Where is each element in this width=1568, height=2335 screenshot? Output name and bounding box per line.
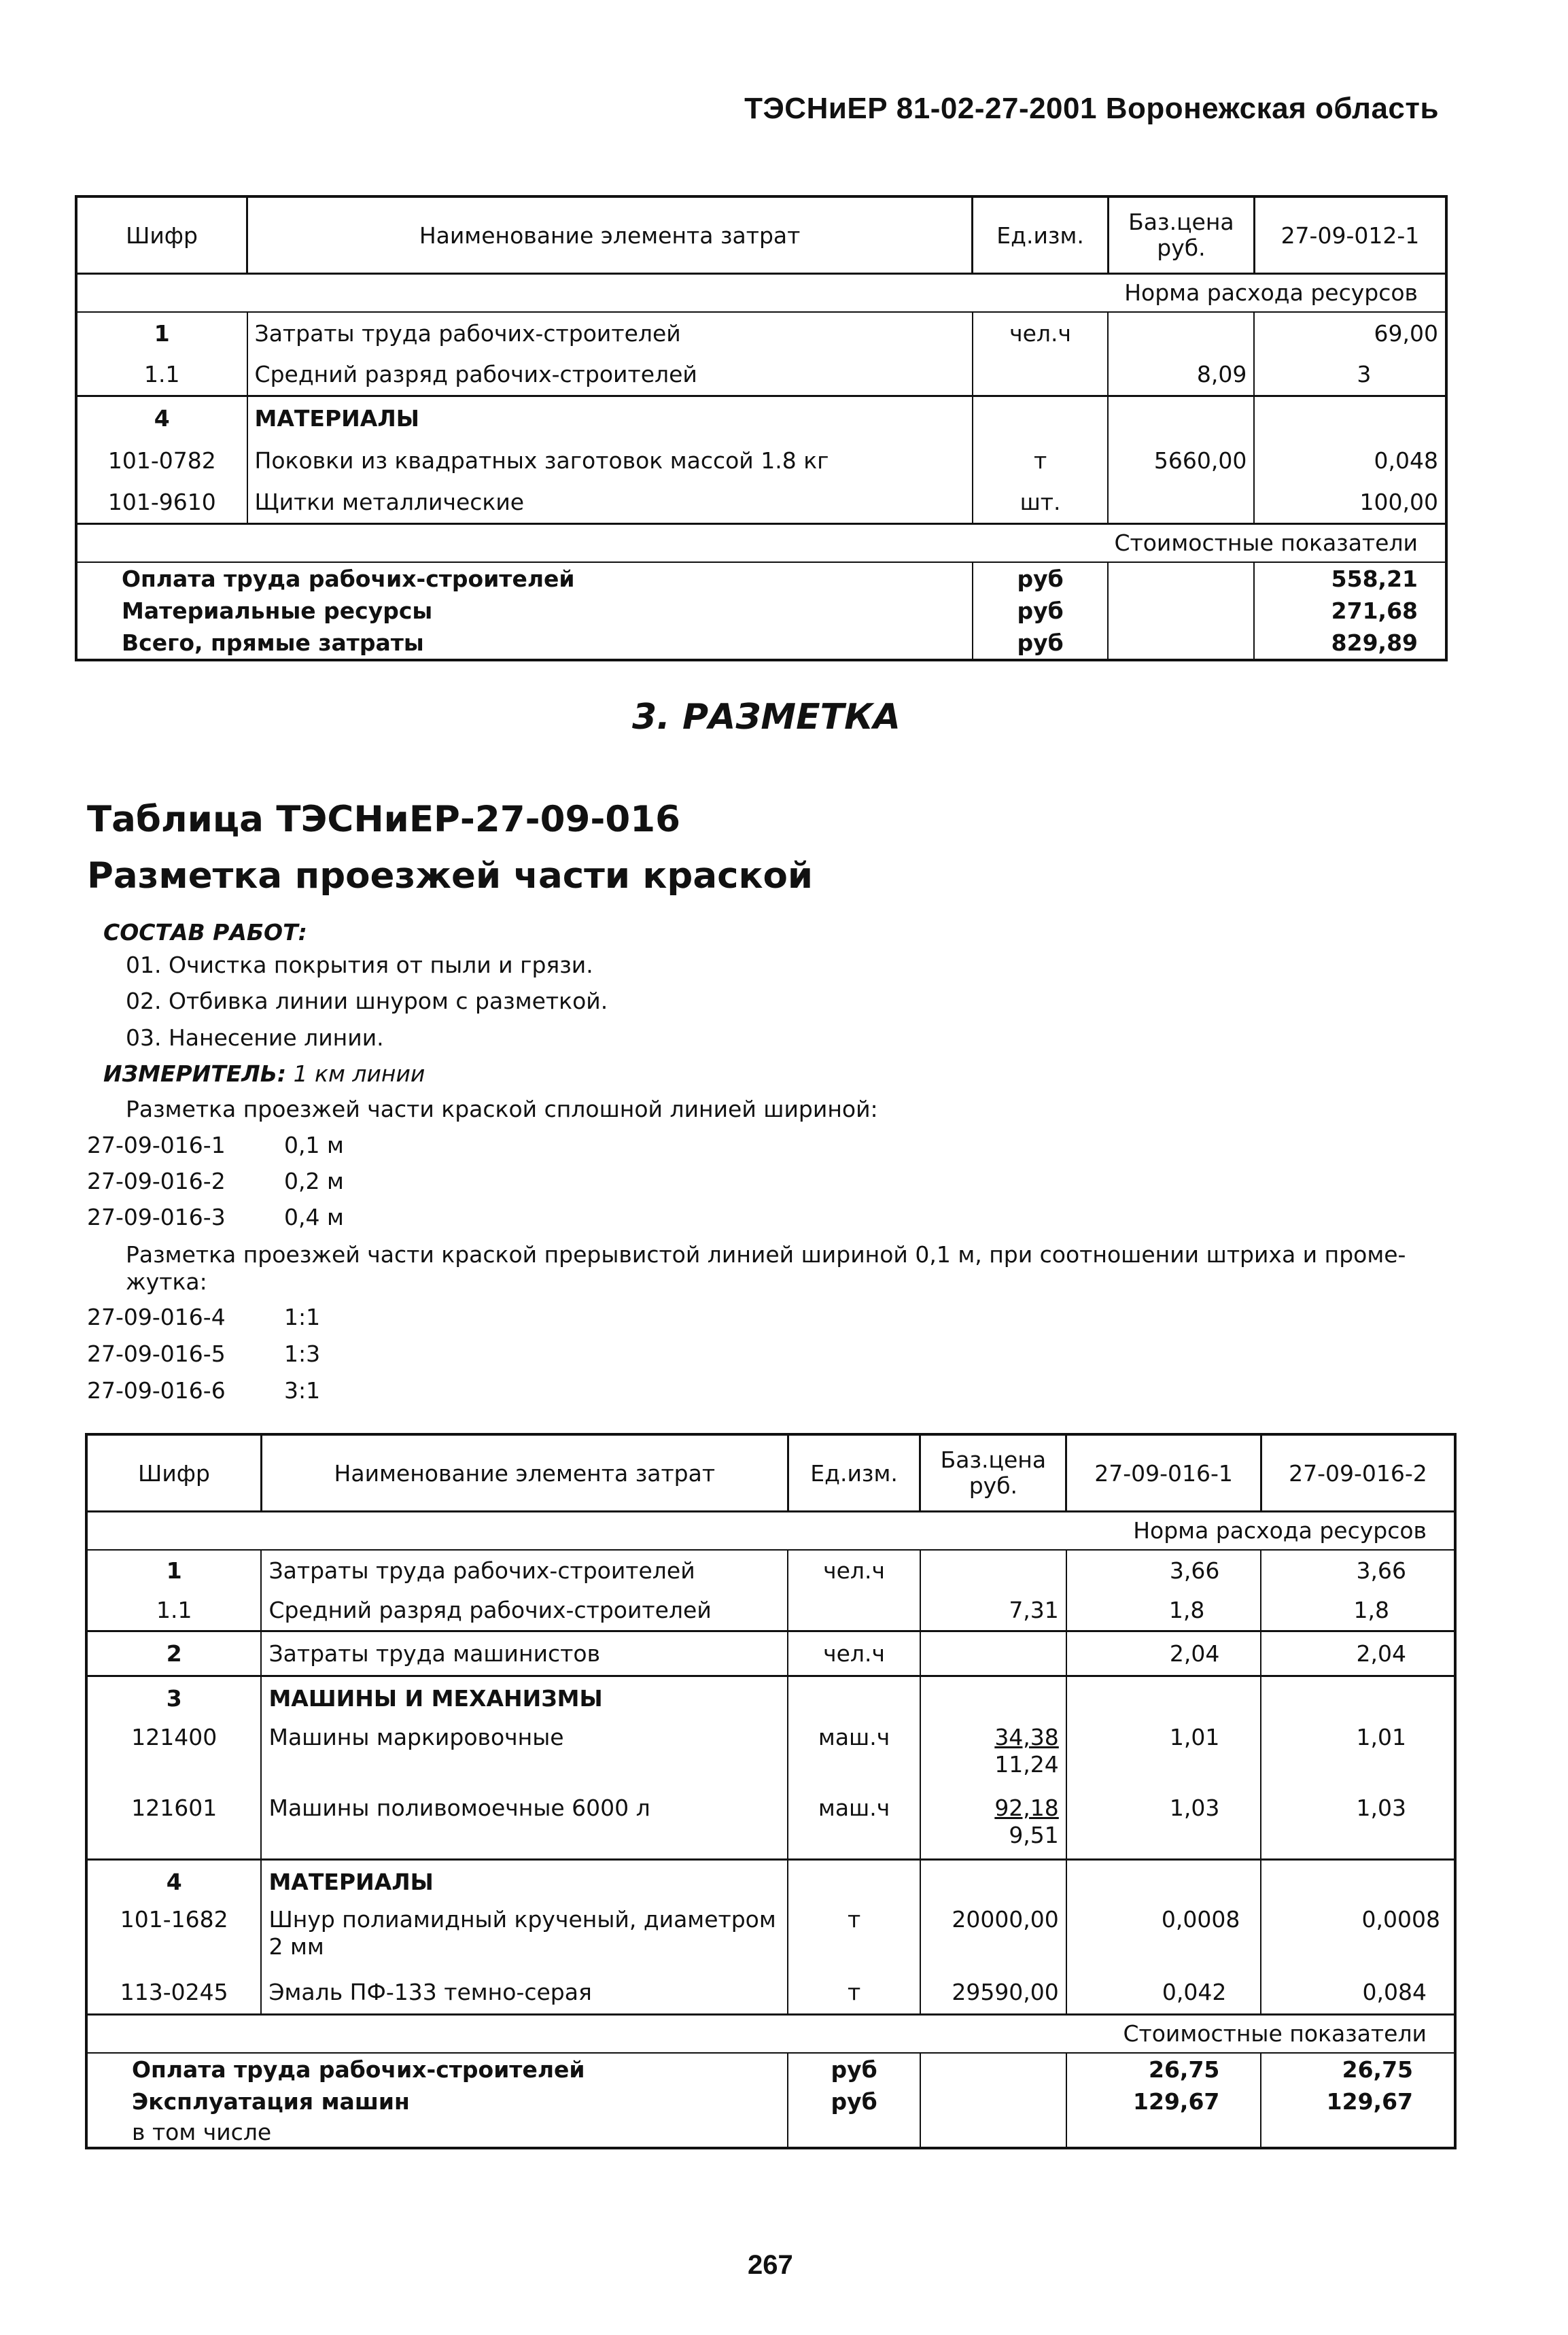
column-header: 27-09-016-2 [1261, 1434, 1455, 1512]
table-row [86, 1550, 1455, 1591]
cell-code: 4 [86, 1860, 261, 1903]
cell-unit: маш.ч [788, 1720, 920, 1792]
cost-unit: руб [973, 595, 1109, 627]
cell-unit: т [788, 1903, 920, 1971]
cell-name: Поковки из квадратных заготовок массой 1.8 кг [247, 440, 973, 482]
cost-value [1066, 2118, 1261, 2148]
cost-unit: руб [973, 562, 1109, 595]
cost-row [86, 2053, 1455, 2086]
cell-unit [788, 1676, 920, 1720]
cost-value: 26,75 [1066, 2053, 1261, 2086]
cell-value: 0,0008 [1261, 1903, 1455, 1971]
cost-name: Материальные ресурсы [122, 598, 433, 624]
table-row [86, 1631, 1455, 1676]
norm-title: Норма расхода ресурсов [76, 274, 1446, 312]
cell-unit: т [788, 1971, 920, 2015]
column-header: Баз.цена руб. [1108, 196, 1254, 274]
works-item: 02. Отбивка линии шнуром с разметкой. [126, 988, 608, 1014]
cell-unit: чел.ч [788, 1550, 920, 1591]
cell-value: 3 [1254, 354, 1446, 396]
cell-value: 0,084 [1261, 1971, 1455, 2015]
cost-price [920, 2053, 1066, 2086]
cost-unit: руб [788, 2086, 920, 2118]
cell-value [1261, 1860, 1455, 1903]
cost-price [1108, 595, 1254, 627]
table-row [86, 1591, 1455, 1631]
table-row [76, 482, 1446, 524]
column-header: Шифр [76, 196, 247, 274]
cell-name: Затраты труда рабочих-строителей [247, 312, 973, 354]
meter-value: 1 км линии [293, 1060, 425, 1087]
cost-value: 829,89 [1254, 627, 1446, 660]
cell-value: 1,03 [1066, 1792, 1261, 1860]
cost-title: Стоимостные показатели [76, 524, 1446, 562]
cell-unit [973, 354, 1109, 396]
column-header: Ед.изм. [973, 196, 1109, 274]
cell-value: 0,0008 [1066, 1903, 1261, 1971]
table-row [86, 1676, 1455, 1720]
meter-line [103, 1060, 425, 1087]
table-row [86, 1903, 1455, 1971]
cell-unit: шт. [973, 482, 1109, 524]
cost-title-row [86, 2015, 1455, 2053]
cell-price [920, 1860, 1066, 1903]
works-item: 03. Нанесение линии. [126, 1024, 384, 1051]
cell-price: 8,09 [1108, 354, 1254, 396]
cell-value: 2,04 [1066, 1631, 1261, 1676]
cell-value: 100,00 [1254, 482, 1446, 524]
cell-value: 3,66 [1261, 1550, 1455, 1591]
cell-price: 5660,00 [1108, 440, 1254, 482]
cost-name: Всего, прямые затраты [122, 629, 424, 656]
cost-value: 271,68 [1254, 595, 1446, 627]
cost-value: 26,75 [1261, 2053, 1455, 2086]
cell-name: Затраты труда машинистов [261, 1631, 788, 1676]
item-code: 27-09-016-3 [87, 1204, 226, 1230]
meter-label: ИЗМЕРИТЕЛЬ: [103, 1060, 287, 1087]
cost-title-row [76, 524, 1446, 562]
name-line: Шнур полиамидный крученый, диаметром [268, 1905, 776, 1933]
cell-value: 1,8 [1261, 1591, 1455, 1631]
resource-table-2 [85, 1433, 1457, 2149]
description: жутка: [126, 1268, 207, 1295]
works-title: СОСТАВ РАБОТ: [103, 919, 307, 946]
cost-unit [788, 2118, 920, 2148]
cost-price [1108, 627, 1254, 660]
item-value: 0,2 м [284, 1168, 344, 1194]
cell-value: 3,66 [1066, 1550, 1261, 1591]
cell-code: 101-1682 [86, 1903, 261, 1971]
cell-value [1254, 396, 1446, 440]
item-value: 0,1 м [284, 1132, 344, 1158]
cost-price [920, 2118, 1066, 2148]
cell-name: МАТЕРИАЛЫ [261, 1860, 788, 1903]
cost-value [1261, 2118, 1455, 2148]
cost-name: Оплата труда рабочих-строителей [122, 565, 575, 592]
cost-title: Стоимостные показатели [86, 2015, 1455, 2053]
cell-price [920, 1676, 1066, 1720]
cell-name: Щитки металлические [247, 482, 973, 524]
norm-title-row [86, 1512, 1455, 1550]
name-line: 2 мм [268, 1933, 324, 1960]
column-header: 27-09-016-1 [1066, 1434, 1261, 1512]
cost-name: Оплата труда рабочих-строителей [132, 2056, 585, 2083]
cost-price [1108, 562, 1254, 595]
cell-code: 1.1 [76, 354, 247, 396]
norm-title-row [76, 274, 1446, 312]
cell-value: 1,8 [1066, 1591, 1261, 1631]
cell-value: 69,00 [1254, 312, 1446, 354]
cost-row [86, 2118, 1455, 2148]
cell-unit [788, 1860, 920, 1903]
cell-code: 101-9610 [76, 482, 247, 524]
column-header: 27-09-012-1 [1254, 196, 1446, 274]
cell-value: 2,04 [1261, 1631, 1455, 1676]
cell-price [1108, 396, 1254, 440]
price-sub: 9,51 [1009, 1821, 1059, 1848]
table-row [86, 1971, 1455, 2015]
cell-name: Средний разряд рабочих-строителей [261, 1591, 788, 1631]
cell-unit [788, 1591, 920, 1631]
cell-code: 121400 [86, 1720, 261, 1792]
item-code: 27-09-016-2 [87, 1168, 226, 1194]
item-code: 27-09-016-5 [87, 1341, 226, 1367]
document-header: ТЭСНиЕР 81-02-27-2001 Воронежская область [744, 92, 1439, 125]
item-value: 3:1 [284, 1377, 321, 1404]
cell-code: 121601 [86, 1792, 261, 1860]
column-header: Наименование элемента затрат [261, 1434, 788, 1512]
cell-price [1108, 312, 1254, 354]
cell-code: 3 [86, 1676, 261, 1720]
cost-unit: руб [788, 2053, 920, 2086]
works-item: 01. Очистка покрытия от пыли и грязи. [126, 952, 593, 978]
price-sub: 11,24 [994, 1750, 1059, 1778]
cell-code: 113-0245 [86, 1971, 261, 2015]
item-code: 27-09-016-6 [87, 1377, 226, 1404]
item-code: 27-09-016-1 [87, 1132, 226, 1158]
cell-name [261, 1903, 788, 1971]
cell-code: 2 [86, 1631, 261, 1676]
cell-value: 1,03 [1261, 1792, 1455, 1860]
table-row [76, 312, 1446, 354]
cell-price: 7,31 [920, 1591, 1066, 1631]
cost-name: Эксплуатация машин [132, 2088, 410, 2115]
column-header: Баз.цена руб. [920, 1434, 1066, 1512]
cell-price: 20000,00 [920, 1903, 1066, 1971]
cell-code: 101-0782 [76, 440, 247, 482]
cell-value [1066, 1676, 1261, 1720]
table-row [86, 1792, 1455, 1860]
cost-unit: руб [973, 627, 1109, 660]
cell-unit: маш.ч [788, 1792, 920, 1860]
cell-unit: чел.ч [973, 312, 1109, 354]
cell-unit: т [973, 440, 1109, 482]
table-row [76, 440, 1446, 482]
cell-price [1108, 482, 1254, 524]
cell-name: МАШИНЫ И МЕХАНИЗМЫ [261, 1676, 788, 1720]
cell-code: 4 [76, 396, 247, 440]
description: Разметка проезжей части краской прерывистой линией шириной 0,1 м, при соотношении штриха и проме- [126, 1241, 1406, 1268]
cost-row [76, 627, 1446, 660]
column-header: Ед.изм. [788, 1434, 920, 1512]
section-title: 3. РАЗМЕТКА [632, 697, 901, 738]
item-code: 27-09-016-4 [87, 1304, 226, 1330]
cell-value: 0,048 [1254, 440, 1446, 482]
cost-value: 129,67 [1066, 2086, 1261, 2118]
description: Разметка проезжей части краской сплошной линией шириной: [126, 1096, 878, 1122]
cell-code: 1 [76, 312, 247, 354]
resource-table-1 [75, 195, 1448, 661]
table-row [76, 354, 1446, 396]
column-header: Шифр [86, 1434, 261, 1512]
cell-name: Машины маркировочные [261, 1720, 788, 1792]
price-main: 92,18 [994, 1794, 1059, 1821]
cell-value [1066, 1860, 1261, 1903]
table-header-row [86, 1434, 1455, 1512]
cell-unit [973, 396, 1109, 440]
cell-code: 1.1 [86, 1591, 261, 1631]
table-row [86, 1860, 1455, 1903]
cost-row [76, 595, 1446, 627]
cell-price [920, 1792, 1066, 1860]
cost-value: 558,21 [1254, 562, 1446, 595]
cell-name: Затраты труда рабочих-строителей [261, 1550, 788, 1591]
cell-code: 1 [86, 1550, 261, 1591]
cell-price [920, 1631, 1066, 1676]
item-value: 1:3 [284, 1341, 321, 1367]
table-code-title: Таблица ТЭСНиЕР-27-09-016 [87, 799, 680, 840]
cell-unit: чел.ч [788, 1631, 920, 1676]
cell-name: Машины поливомоечные 6000 л [261, 1792, 788, 1860]
cost-value: 129,67 [1261, 2086, 1455, 2118]
cell-value: 0,042 [1066, 1971, 1261, 2015]
cell-name: Эмаль ПФ-133 темно-серая [261, 1971, 788, 2015]
item-value: 0,4 м [284, 1204, 344, 1230]
cell-price [920, 1550, 1066, 1591]
table-header-row [76, 196, 1446, 274]
cell-value: 1,01 [1261, 1720, 1455, 1792]
cell-value [1261, 1676, 1455, 1720]
item-value: 1:1 [284, 1304, 321, 1330]
cost-row [86, 2086, 1455, 2118]
cell-price [920, 1720, 1066, 1792]
incl-label: в том числе [132, 2119, 272, 2145]
cell-price: 29590,00 [920, 1971, 1066, 2015]
price-main: 34,38 [994, 1723, 1059, 1750]
table-row [86, 1720, 1455, 1792]
page-number: 267 [748, 2250, 793, 2280]
cost-row [76, 562, 1446, 595]
norm-title: Норма расхода ресурсов [86, 1512, 1455, 1550]
cost-price [920, 2086, 1066, 2118]
table-row [76, 396, 1446, 440]
cell-value: 1,01 [1066, 1720, 1261, 1792]
cell-name: МАТЕРИАЛЫ [247, 396, 973, 440]
column-header: Наименование элемента затрат [247, 196, 973, 274]
table-name-title: Разметка проезжей части краской [87, 855, 814, 897]
cell-name: Средний разряд рабочих-строителей [247, 354, 973, 396]
